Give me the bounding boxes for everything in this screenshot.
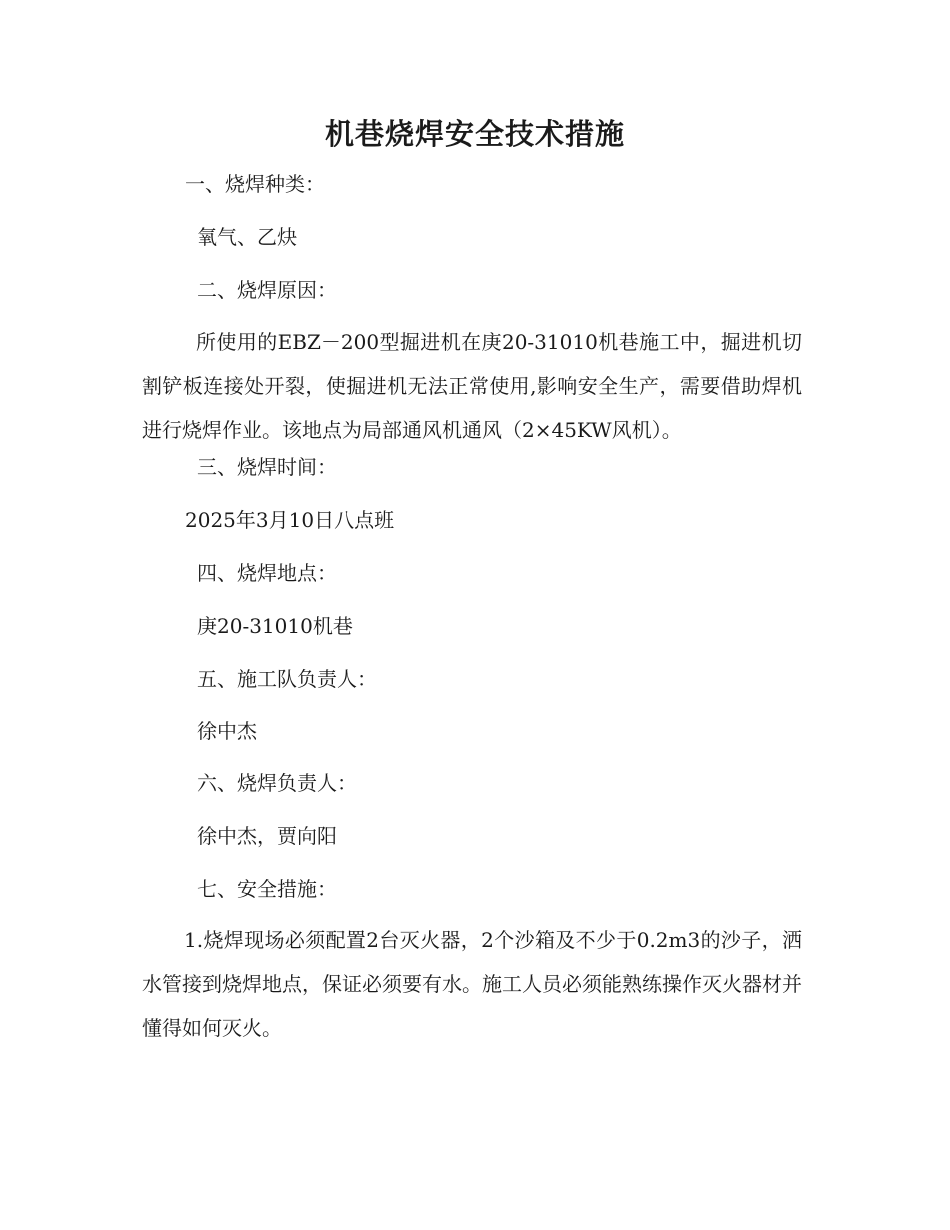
- section-3-body: 2025年3月10日八点班: [185, 508, 395, 532]
- section-1-body: 氧气、乙炔: [197, 225, 297, 249]
- section-2-body: 所使用的EBZ－200型掘进机在庚20-31010机巷施工中，掘进机切割铲板连接处开裂，使掘进机无法正常使用,影响安全生产，需要借助焊机进行烧焊作业。该地点为局部通风机通风（2×45KW风机）。: [142, 330, 802, 442]
- section-6-body: 徐中杰，贾向阳: [197, 824, 337, 848]
- section-5-body: 徐中杰: [197, 719, 257, 743]
- section-4-body: 庚20-31010机巷: [197, 614, 353, 638]
- section-2-heading: 二、烧焊原因：: [197, 278, 337, 302]
- section-6-heading: 六、烧焊负责人：: [197, 771, 357, 795]
- section-7-heading: 七、安全措施：: [197, 877, 337, 901]
- section-1-heading: 一、烧焊种类：: [185, 172, 325, 196]
- section-7-item-1: 1.烧焊现场必须配置2台灭火器，2个沙箱及不少于0.2m3的沙子，洒水管接到烧焊地点，保证必须要有水。施工人员必须能熟练操作灭火器材并懂得如何灭火。: [142, 928, 802, 1040]
- section-5-heading: 五、施工队负责人：: [197, 667, 377, 691]
- section-3-heading: 三、烧焊时间：: [197, 455, 337, 479]
- section-4-heading: 四、烧焊地点：: [197, 561, 337, 585]
- document-title: 机巷烧焊安全技术措施: [324, 117, 625, 151]
